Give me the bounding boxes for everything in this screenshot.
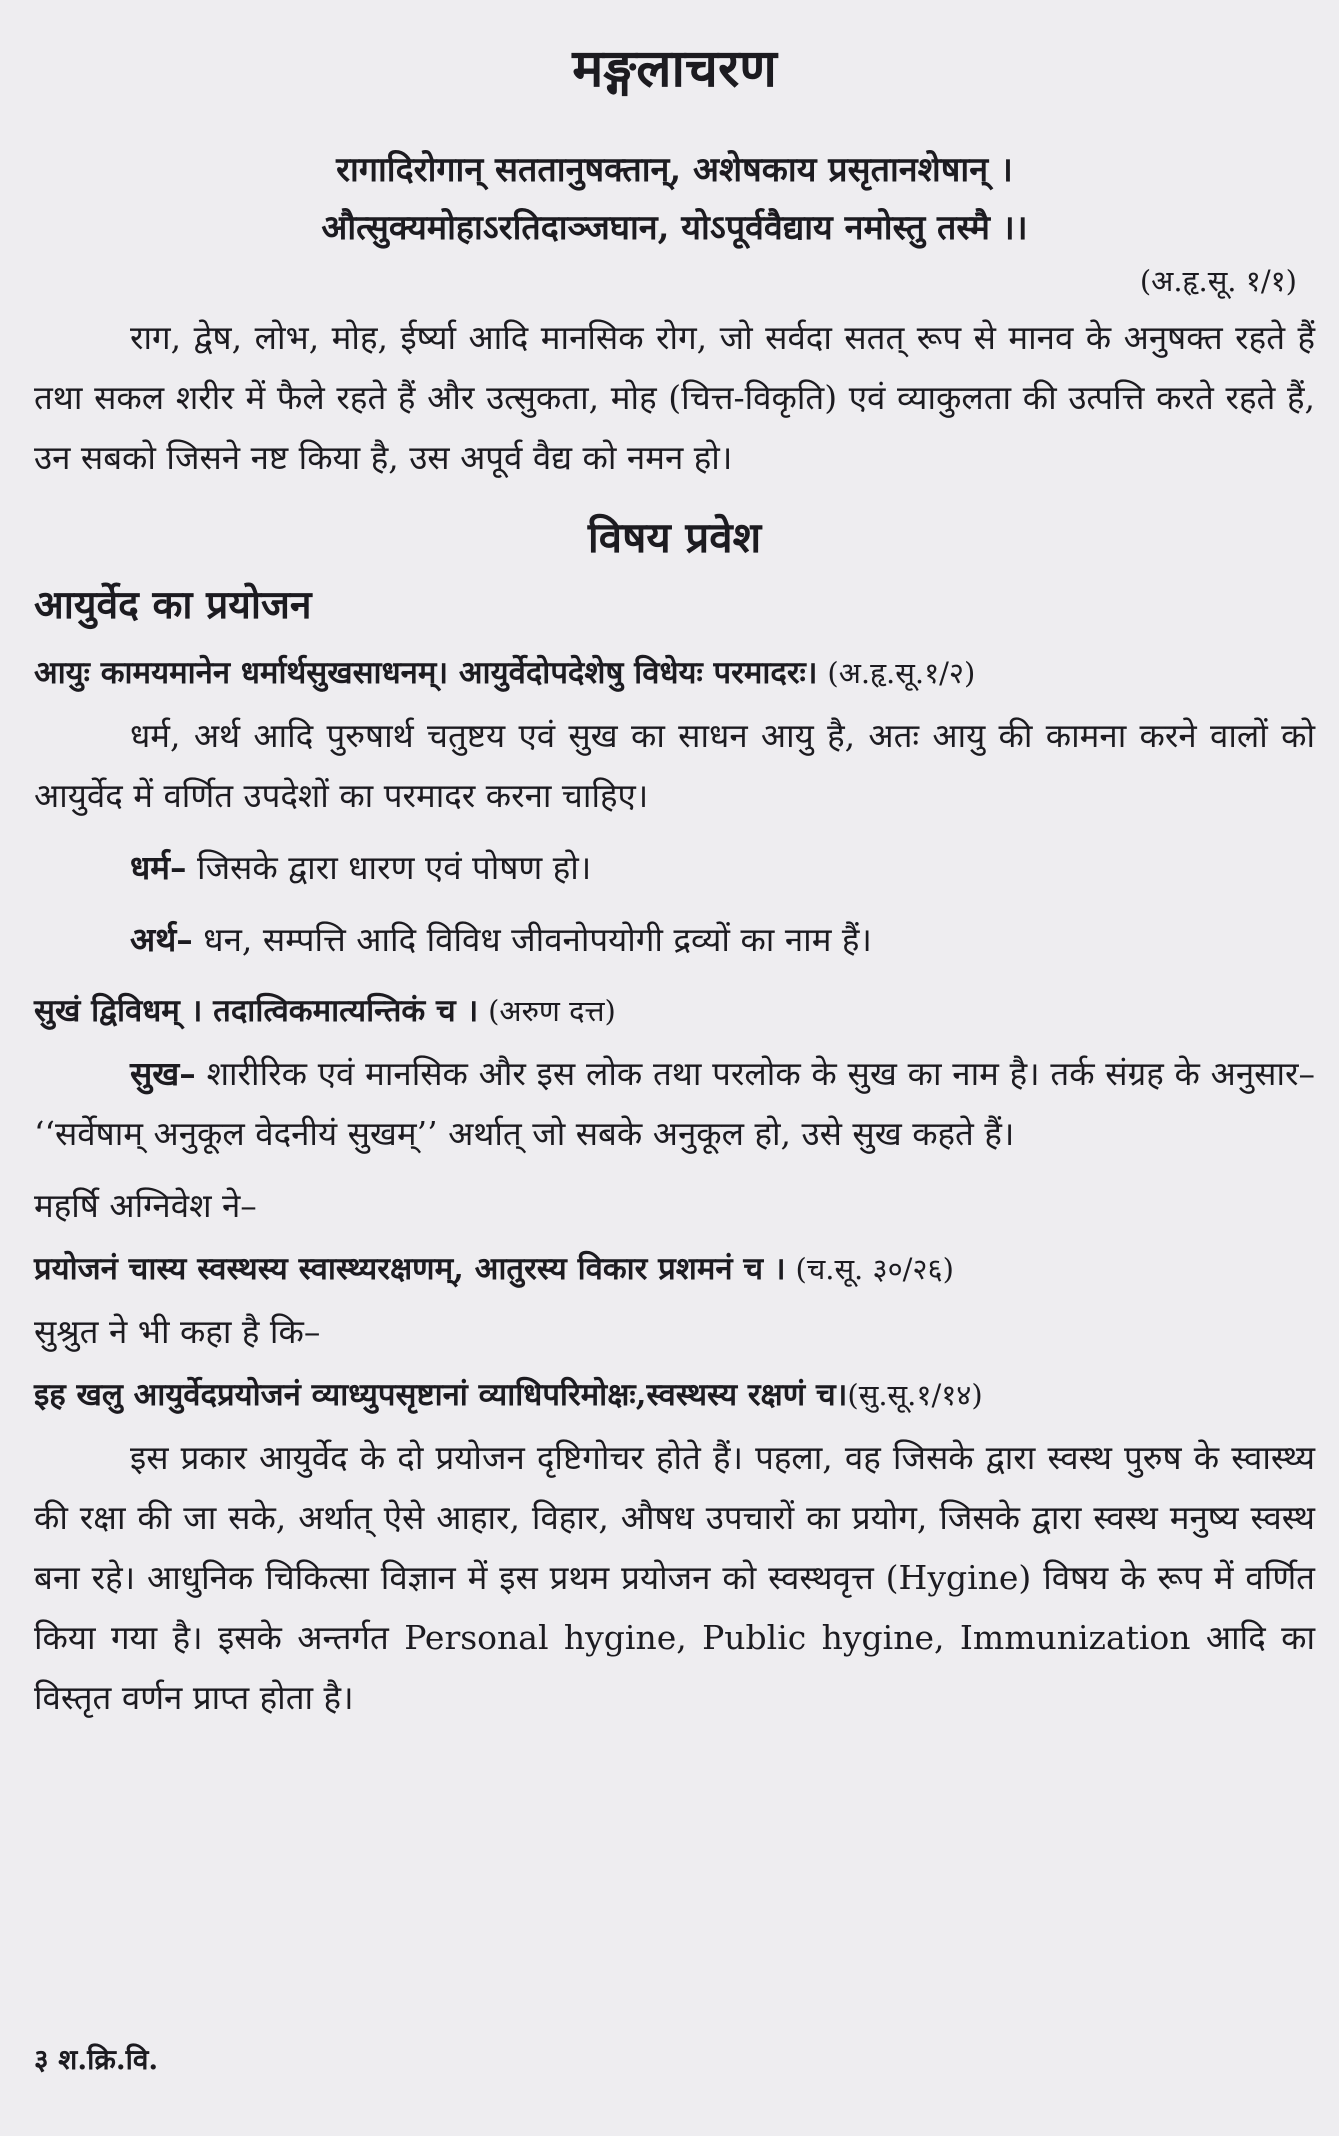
definition-dharma-text: जिसके द्वारा धारण एवं पोषण हो।	[186, 848, 592, 888]
section-title: विषय प्रवेश	[587, 513, 762, 563]
subheading: आयुर्वेद का प्रयोजन	[34, 582, 312, 629]
definition-artha-text: धन, सम्पत्ति आदि विविध जीवनोपयोगी द्रव्यों का नाम हैं।	[192, 920, 872, 960]
page-footer: ३ श.क्रि.वि.	[34, 2043, 159, 2076]
definition-dharma	[130, 838, 1315, 898]
sushruta-intro: सुश्रुत ने भी कहा है कि–	[34, 1312, 321, 1352]
sloka-4-reference: (सु.सू.१/१४)	[847, 1378, 983, 1413]
sloka-1-text: आयुः कामयमानेन धर्मार्थसुखसाधनम्। आयुर्वेदोपदेशेषु विधेयः परमादरः।	[34, 655, 818, 692]
sloka-1-reference: (अ.हृ.सू.१/२)	[827, 656, 976, 691]
sloka-3-reference: (च.सू. ३०/२६)	[795, 1252, 954, 1287]
definition-sukha	[34, 1044, 1315, 1164]
verse-meaning-paragraph: राग, द्वेष, लोभ, मोह, ईर्ष्या आदि मानसिक रोग, जो सर्वदा सतत् रूप से मानव के अनुषक्त रहते हैं तथा सकल शरीर में फैले रहते हैं और उत्सुकता, मोह (चित्त-विकृति) एवं व्याकुलता की उत्पत्ति करते रहते हैं, उन सबको जिसने नष्ट किया है, उस अपूर्व वैद्य को नमन हो।	[34, 318, 1315, 478]
sloka-2	[34, 982, 1315, 1040]
final-paragraph: इस प्रकार आयुर्वेद के दो प्रयोजन दृष्टिगोचर होते हैं। पहला, वह जिसके द्वारा स्वस्थ पुरुष के स्वास्थ्य की रक्षा की जा सके, अर्थात् ऐसे आहार, विहार, औषध उपचारों का प्रयोग, जिसके द्वारा स्वस्थ मनुष्य स्वस्थ बना रहे। आधुनिक चिकित्सा विज्ञान में इस प्रथम प्रयोजन को स्वस्थवृत्त (Hygine) विषय के रूप में वर्णित किया गया है। इसके अन्तर्गत Personal hygine, Public hygine, Immunization आदि का विस्तृत वर्णन प्राप्त होता है।	[34, 1438, 1315, 1718]
agnivesha-intro: महर्षि अग्निवेश ने–	[34, 1186, 257, 1226]
sloka-2-reference: (अरुण दत्त)	[488, 994, 616, 1029]
paragraph-1: धर्म, अर्थ आदि पुरुषार्थ चतुष्टय एवं सुख का साधन आयु है, अतः आयु की कामना करने वालों को आयुर्वेद में वर्णित उपदेशों का परमादर करना चाहिए।	[34, 716, 1315, 816]
verse-reference: (अ.हृ.सू. १/१)	[1139, 264, 1297, 299]
verse-line-2: औत्सुक्यमोहाऽरतिदाञ्जघान, योऽपूर्ववैद्याय नमोस्तु तस्मै ।।	[321, 208, 1028, 249]
sloka-3-text: प्रयोजनं चास्य स्वस्थस्य स्वास्थ्यरक्षणम्, आतुरस्य विकार प्रशमनं च ।	[34, 1251, 786, 1288]
sloka-3	[34, 1240, 1315, 1298]
sloka-4	[34, 1366, 1315, 1424]
sloka-4-text: इह खलु आयुर्वेदप्रयोजनं व्याध्युपसृष्टानां व्याधिपरिमोक्षः,स्वस्थस्य रक्षणं च।	[34, 1377, 848, 1414]
definition-dharma-term: धर्म–	[130, 848, 187, 888]
verse-line-1: रागादिरोगान् सततानुषक्तान्, अशेषकाय प्रसृतानशेषान् ।	[336, 150, 1013, 191]
sloka-1	[34, 644, 1315, 702]
definition-artha-term: अर्थ–	[130, 920, 193, 960]
sloka-2-text: सुखं द्विविधम् । तदात्विकमात्यन्तिकं च ।	[34, 993, 479, 1030]
page-title: मङ्गलाचरण	[572, 38, 777, 99]
definition-artha	[130, 910, 1315, 970]
definition-sukha-term: सुख–	[130, 1054, 196, 1094]
definition-sukha-text: शारीरिक एवं मानसिक और इस लोक तथा परलोक के सुख का नाम है। तर्क संग्रह के अनुसार– ‘‘सर्वेषाम् अनुकूल वेदनीयं सुखम्’’ अर्थात् जो सबके अनुकूल हो, उसे सुख कहते हैं।	[34, 1054, 1315, 1154]
